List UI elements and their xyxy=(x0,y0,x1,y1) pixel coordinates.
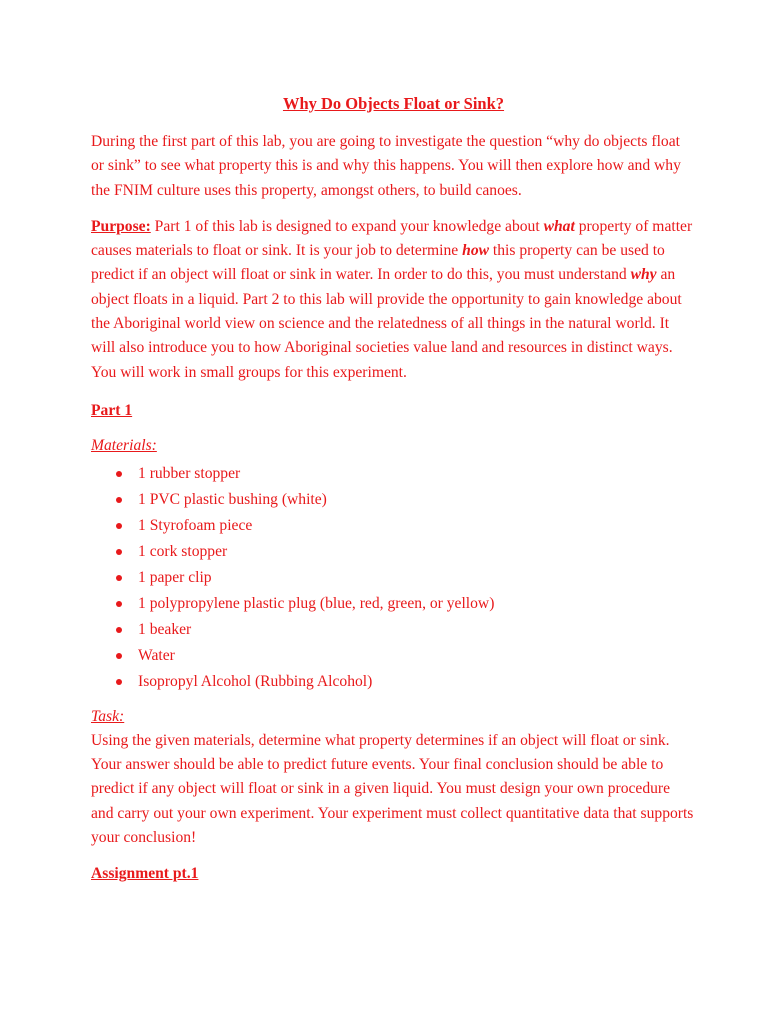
purpose-text-1: Part 1 of this lab is designed to expand your knowledge about xyxy=(150,217,544,235)
list-item xyxy=(91,461,696,487)
purpose-text-4: an object floats in a liquid. Part 2 to this lab will provide the opportunity to gain knowledge about the Aboriginal world view on science and the relatedness of all things in the natural world. It will also introduce you to how Aboriginal societies value land and resources in distinct ways. You will work in small groups for this experiment. xyxy=(91,266,682,381)
bullet-icon xyxy=(116,523,122,529)
material-label: 1 cork stopper xyxy=(138,542,228,560)
document-title: Why Do Objects Float or Sink? xyxy=(282,94,505,113)
materials-list xyxy=(91,461,696,695)
material-label: 1 paper clip xyxy=(138,568,212,586)
list-item xyxy=(91,513,696,539)
list-item xyxy=(91,669,696,695)
list-item xyxy=(91,643,696,669)
bullet-icon xyxy=(116,497,122,503)
purpose-emphasis-how: how xyxy=(462,242,490,260)
bullet-icon xyxy=(116,627,122,633)
part1-heading: Part 1 xyxy=(91,401,133,419)
purpose-emphasis-what: what xyxy=(543,217,575,235)
bullet-icon xyxy=(116,575,122,581)
purpose-paragraph xyxy=(91,215,696,385)
material-label: 1 polypropylene plastic plug (blue, red, green, or yellow) xyxy=(138,594,495,612)
list-item xyxy=(91,591,696,617)
document-page xyxy=(91,92,696,887)
list-item xyxy=(91,617,696,643)
task-paragraph: Using the given materials, determine what property determines if an object will float or sink. Your answer should be able to predict future events. Your final conclusion should be able to predict if any object will float or sink in a given liquid. You must design your own procedure and carry out your own experiment. Your experiment must collect quantitative data that supports your conclusion! xyxy=(91,731,694,847)
bullet-icon xyxy=(116,679,122,685)
bullet-icon xyxy=(116,471,122,477)
purpose-text-3: this property can be used to predict if an object will float or sink in water. In order to do this, you must understand xyxy=(91,242,665,284)
task-heading: Task: xyxy=(91,707,125,725)
intro-paragraph: During the first part of this lab, you are going to investigate the question “why do objects float or sink” to see what property this is and why this happens. You will then explore how and why the FNIM culture uses this property, amongst others, to build canoes. xyxy=(91,133,681,199)
bullet-icon xyxy=(116,549,122,555)
material-label: 1 beaker xyxy=(138,620,192,638)
materials-heading: Materials: xyxy=(91,437,157,455)
list-item xyxy=(91,487,696,513)
bullet-icon xyxy=(116,601,122,607)
material-label: Isopropyl Alcohol (Rubbing Alcohol) xyxy=(138,672,373,690)
list-item xyxy=(91,539,696,565)
purpose-label: Purpose: xyxy=(91,217,151,235)
purpose-text-2: property of matter causes materials to float or sink. It is your job to determine xyxy=(91,217,693,260)
bullet-icon xyxy=(116,653,122,659)
list-item xyxy=(91,565,696,591)
material-label: 1 rubber stopper xyxy=(138,464,241,482)
material-label: 1 Styrofoam piece xyxy=(138,516,253,534)
material-label: 1 PVC plastic bushing (white) xyxy=(138,490,327,508)
material-label: Water xyxy=(138,646,175,664)
purpose-emphasis-why: why xyxy=(630,266,657,284)
assignment-heading: Assignment pt.1 xyxy=(91,865,199,883)
